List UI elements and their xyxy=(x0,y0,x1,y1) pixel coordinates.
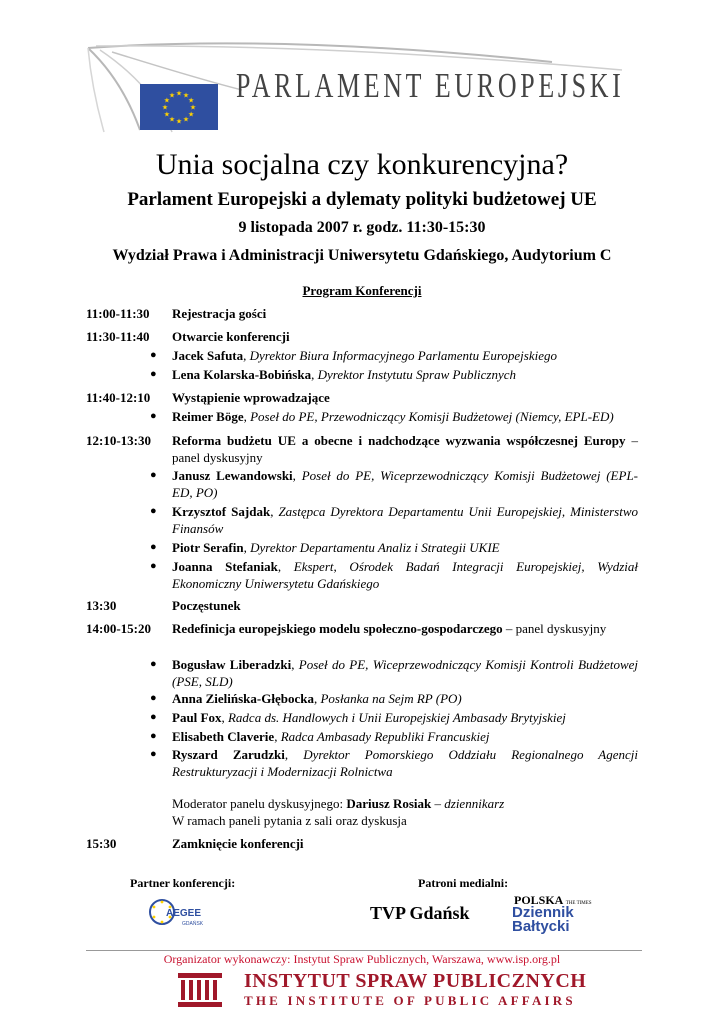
bullet-icon: ● xyxy=(150,658,157,670)
session-title-text: Reforma budżetu UE a obecne i nadchodzące wyzwania współczesnej Europy xyxy=(172,433,626,448)
footer-divider xyxy=(86,950,642,951)
speaker-role: Poseł do PE, Przewodniczący Komisji Budżetowej (Niemcy, EPL-ED) xyxy=(250,409,614,424)
session-time: 11:00-11:30 xyxy=(86,306,150,321)
eu-star-icon: ★ xyxy=(175,89,183,98)
session-format: panel dyskusyjny xyxy=(172,450,263,465)
aegee-logo-sub: GDAŃSK xyxy=(182,921,204,927)
polska-times: THE TIMES xyxy=(565,901,592,906)
eu-star-icon: ★ xyxy=(182,115,190,124)
moderator-label: Moderator panelu dyskusyjnego: xyxy=(172,796,344,811)
aegee-logo xyxy=(148,896,212,930)
eu-flag-icon xyxy=(140,84,218,130)
bullet-icon: ● xyxy=(150,349,157,361)
eu-star-icon: ★ xyxy=(175,117,183,126)
session-title: Poczęstunek xyxy=(172,598,241,613)
eu-star-icon: ★ xyxy=(168,91,176,100)
speaker-name: Krzysztof Sajdak xyxy=(172,504,271,519)
event-date: 9 listopada 2007 r. godz. 11:30-15:30 xyxy=(238,219,486,236)
speaker-name: Ryszard Zarudzki xyxy=(172,747,285,762)
speaker-item: Bogusław Liberadzki, Poseł do PE, Wiceprzewodniczący Komisji Kontroli Budżetowej (PSE, SLD) xyxy=(172,657,638,689)
speaker-item: Paul Fox, Radca ds. Handlowych i Unii Europejskiej Ambasady Brytyjskiej xyxy=(172,710,566,725)
eu-star-icon: ★ xyxy=(187,110,195,119)
isp-columns-icon xyxy=(178,973,222,1007)
bullet-icon: ● xyxy=(150,692,157,704)
event-venue: Wydział Prawa i Administracji Uniwersytetu Gdańskiego, Audytorium C xyxy=(112,247,612,264)
speaker-item: Krzysztof Sajdak, Zastępca Dyrektora Departamentu Unii Europejskiej, Ministerstwo Finansów xyxy=(172,504,638,536)
page-subtitle: Parlament Europejski a dylematy polityki budżetowej UE xyxy=(127,189,597,210)
speaker-name: Reimer Böge xyxy=(172,409,244,424)
speaker-item: Joanna Stefaniak, Ekspert, Ośrodek Badań Integracji Europejskiej, Wydział Ekonomiczny Uniwersytetu Gdańskiego xyxy=(172,559,638,591)
session-time: 14:00-15:20 xyxy=(86,621,151,636)
speaker-item: Janusz Lewandowski, Poseł do PE, Wiceprzewodniczący Komisji Budżetowej (EPL-ED, PO) xyxy=(172,468,639,500)
partner-label: Partner konferencji: xyxy=(130,876,236,890)
bullet-icon: ● xyxy=(150,368,157,380)
speaker-item: Lena Kolarska-Bobińska, Dyrektor Instytutu Spraw Publicznych xyxy=(172,367,517,382)
speaker-item: Reimer Böge, Poseł do PE, Przewodniczący Komisji Budżetowej (Niemcy, EPL-ED) xyxy=(172,409,614,424)
speaker-role: Dyrektor Instytutu Spraw Publicznych xyxy=(317,367,517,382)
bullet-icon: ● xyxy=(150,711,157,723)
speaker-role: Radca ds. Handlowych i Unii Europejskiej Ambasady Brytyjskiej xyxy=(227,710,566,725)
session-title: Otwarcie konferencji xyxy=(172,329,290,344)
media-patrons-label: Patroni medialni: xyxy=(418,876,509,890)
session-time: 12:10-13:30 xyxy=(86,433,151,448)
eu-star-icon: ★ xyxy=(163,110,171,119)
speaker-name: Paul Fox xyxy=(172,710,222,725)
tvp-gdansk-logo: TVP Gdańsk xyxy=(370,903,470,923)
session-title: Reforma budżetu UE a obecne i nadchodzące wyzwania współczesnej Europy – panel dyskusyjny xyxy=(172,433,639,465)
page-title: Unia socjalna czy konkurencyjna? xyxy=(155,148,569,181)
speaker-name: Janusz Lewandowski xyxy=(172,468,293,483)
speaker-role: Poseł do PE, Wiceprzewodniczący Komisji Kontroli Budżetowej (PSE, SLD) xyxy=(172,657,638,689)
speaker-role: Radca Ambasady Republiki Francuskiej xyxy=(280,729,490,744)
bullet-icon: ● xyxy=(150,410,157,422)
session-title: Zamknięcie konferencji xyxy=(172,836,304,851)
session-time: 13:30 xyxy=(86,598,117,613)
speaker-item: Anna Zielińska-Głębocka, Posłanka na Sejm RP (PO) xyxy=(172,691,462,706)
session-title: Redefinicja europejskiego modelu społeczno-gospodarczego – panel dyskusyjny xyxy=(172,621,607,636)
bullet-icon: ● xyxy=(150,541,157,553)
moderator-role: dziennikarz xyxy=(444,796,505,811)
program-heading: Program Konferencji xyxy=(302,283,422,298)
speaker-role: Posłanka na Sejm RP (PO) xyxy=(320,691,462,706)
eu-star-icon: ★ xyxy=(182,91,190,100)
speaker-name: Joanna Stefaniak xyxy=(172,559,278,574)
parliament-wordmark: PARLAMENT EUROPEJSKI xyxy=(236,66,625,105)
speaker-name: Jacek Safuta xyxy=(172,348,244,363)
session-title-text: Redefinicja europejskiego modelu społeczno-gospodarczego xyxy=(172,621,503,636)
bullet-icon: ● xyxy=(150,505,157,517)
session-time: 11:40-12:10 xyxy=(86,390,151,405)
speaker-item: Ryszard Zarudzki, Dyrektor Pomorskiego Oddziału Regionalnego Agencji Restrukturyzacji i Modernizacji Rolnictwa xyxy=(172,747,639,779)
dziennik-baltycki-logo xyxy=(512,906,574,934)
isp-english-name: THE INSTITUTE OF PUBLIC AFFAIRS xyxy=(244,993,576,1008)
eu-star-icon: ★ xyxy=(189,103,197,112)
eu-star-icon: ★ xyxy=(168,115,176,124)
eu-star-icon: ★ xyxy=(163,96,171,105)
panel-note: W ramach paneli pytania z sali oraz dyskusja xyxy=(172,813,407,828)
eu-star-icon: ★ xyxy=(187,96,195,105)
speaker-role: Dyrektor Biura Informacyjnego Parlamentu Europejskiego xyxy=(249,348,558,363)
isp-name: INSTYTUT SPRAW PUBLICZNYCH xyxy=(244,970,587,992)
dziennik-line1: Dziennik xyxy=(512,904,574,921)
speaker-role: Dyrektor Pomorskiego Oddziału Regionalnego Agencji Restrukturyzacji i Modernizacji Rolnictwa xyxy=(172,747,639,779)
aegee-logo-text: AEGEE xyxy=(166,908,202,919)
aegee-star-icon xyxy=(148,896,212,930)
speaker-name: Bogusław Liberadzki xyxy=(172,657,292,672)
session-title: Rejestracja gości xyxy=(172,306,267,321)
eu-star-icon: ★ xyxy=(161,103,169,112)
bullet-icon: ● xyxy=(150,560,157,572)
bullet-icon: ● xyxy=(150,469,157,481)
session-format: panel dyskusyjny xyxy=(515,621,607,636)
speaker-name: Elisabeth Claverie xyxy=(172,729,275,744)
bullet-icon: ● xyxy=(150,748,157,760)
speaker-role: Zastępca Dyrektora Departamentu Unii Europejskiej, Ministerstwo Finansów xyxy=(172,504,638,536)
session-title: Wystąpienie wprowadzające xyxy=(172,390,330,405)
speaker-role: Ekspert, Ośrodek Badań Integracji Europejskiej, Wydział Ekonomiczny Uniwersytetu Gdańskiego xyxy=(172,559,638,591)
session-time: 15:30 xyxy=(86,836,117,851)
organizer-line: Organizator wykonawczy: Instytut Spraw Publicznych, Warszawa, www.isp.org.pl xyxy=(163,952,561,966)
speaker-name: Piotr Serafin xyxy=(172,540,244,555)
polska-text: POLSKA xyxy=(514,893,563,907)
speaker-name: Lena Kolarska-Bobińska xyxy=(172,367,312,382)
speaker-role: Poseł do PE, Wiceprzewodniczący Komisji Budżetowej (EPL-ED, PO) xyxy=(172,468,639,500)
moderator-line: Moderator panelu dyskusyjnego: Dariusz Rosiak – dziennikarz xyxy=(172,796,505,811)
session-time: 11:30-11:40 xyxy=(86,329,150,344)
speaker-item: Jacek Safuta, Dyrektor Biura Informacyjnego Parlamentu Europejskiego xyxy=(172,348,558,363)
speaker-name: Anna Zielińska-Głębocka xyxy=(172,691,314,706)
speaker-item: Elisabeth Claverie, Radca Ambasady Republiki Francuskiej xyxy=(172,729,490,744)
speaker-role: Dyrektor Departamentu Analiz i Strategii UKIE xyxy=(250,540,500,555)
speaker-item: Piotr Serafin, Dyrektor Departamentu Analiz i Strategii UKIE xyxy=(172,540,500,555)
moderator-name: Dariusz Rosiak xyxy=(346,796,432,811)
bullet-icon: ● xyxy=(150,730,157,742)
dziennik-line2: Bałtycki xyxy=(512,918,570,935)
